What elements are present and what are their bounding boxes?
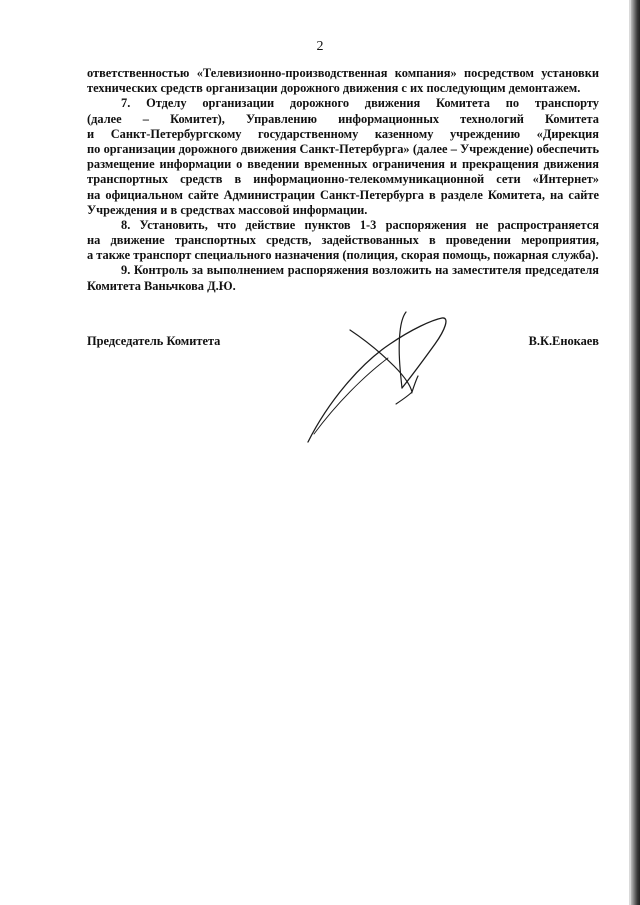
paragraph-6-continued (87, 66, 599, 96)
text-line: Учреждения и в средствах массовой информации. (87, 202, 368, 217)
text-line: 7. Отделу организации дорожного движения Комитета по транспорту (121, 96, 599, 111)
text-line: размещение информации о введении временных ограничения и прекращения движения (87, 157, 599, 172)
paragraph-8 (87, 218, 599, 264)
scan-edge-shadow (631, 0, 640, 905)
text-line: 9. Контроль за выполнением распоряжения возложить на заместителя председателя (121, 263, 599, 278)
page-number: 2 (316, 39, 324, 54)
signatory-title: Председатель Комитета (87, 334, 221, 348)
text-line: 8. Установить, что действие пунктов 1-3 распоряжения не распространяется (121, 217, 599, 232)
text-line: на официальном сайте Администрации Санкт-Петербурга в разделе Комитета, на сайте (87, 187, 599, 202)
text-line: Комитета Ваньчкова Д.Ю. (87, 278, 236, 293)
text-line: и Санкт-Петербургскому государственному казенному учреждению «Дирекция (87, 126, 599, 141)
text-line: а также транспорт специального назначения (полиция, скорая помощь, пожарная служба). (87, 248, 599, 263)
paragraph-9 (87, 263, 599, 293)
handwritten-signature (290, 292, 480, 452)
document-body (87, 66, 599, 294)
text-line: на движение транспортных средств, задействованных в проведении мероприятия, (87, 233, 599, 248)
text-line: технических средств организации дорожного движения с их последующим демонтажем. (87, 81, 581, 96)
text-line: (далее – Комитет), Управлению информационных технологий Комитета (87, 111, 599, 126)
signatory-name: В.К.Енокаев (528, 334, 599, 348)
text-line: по организации дорожного движения Санкт-Петербурга» (далее – Учреждение) обеспечить (87, 141, 599, 156)
paragraph-7 (87, 96, 599, 218)
text-line: ответственностью «Телевизионно-производственная компания» посредством установки (87, 66, 599, 80)
text-line: транспортных средств в информационно-телекоммуникационной сети «Интернет» (87, 172, 599, 187)
